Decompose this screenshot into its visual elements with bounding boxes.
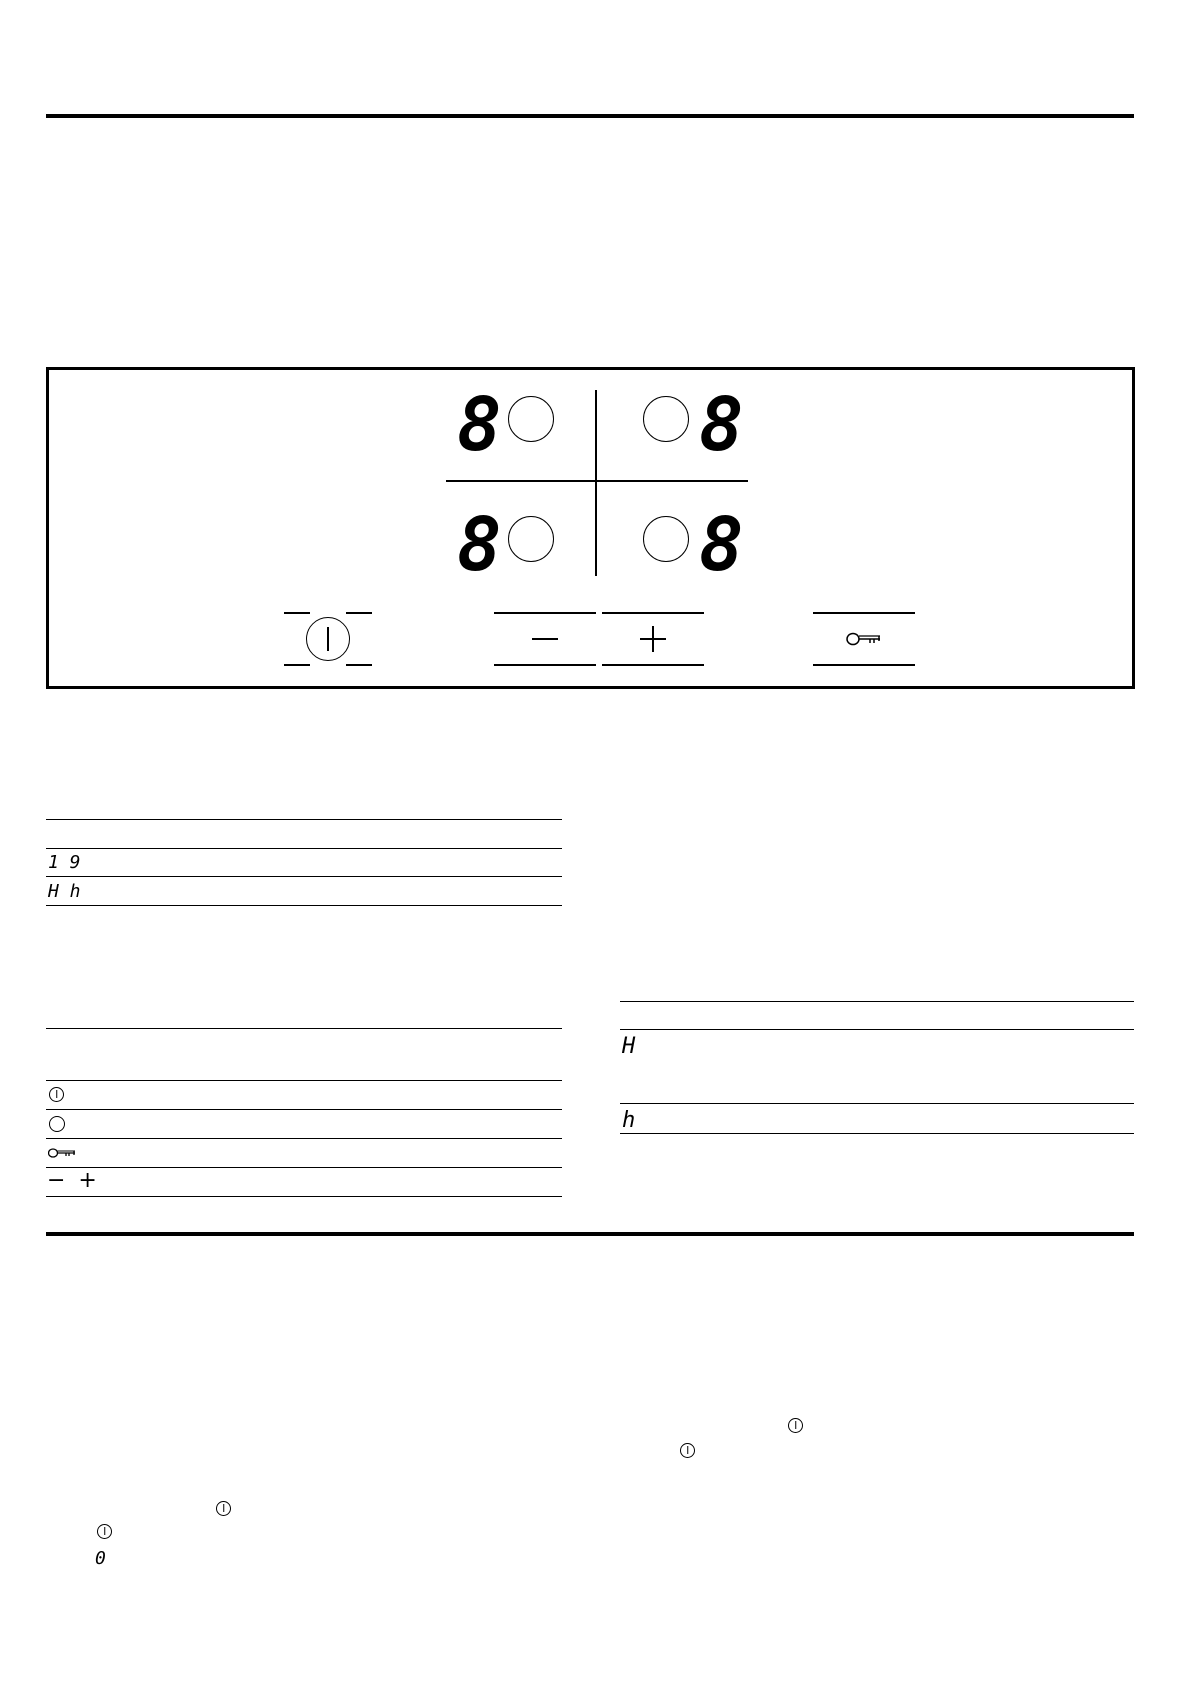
zone-select-bottom-right[interactable]	[643, 516, 689, 562]
power-icon-inline	[788, 1418, 803, 1433]
minus-button[interactable]	[494, 612, 596, 668]
power-icon	[49, 1087, 64, 1102]
main-power-button[interactable]	[279, 612, 393, 668]
zone-select-top-left[interactable]	[508, 396, 554, 442]
residual-heat-high-symbol: H	[622, 1034, 636, 1059]
zone-ring-icon	[49, 1116, 65, 1132]
power-icon-inline	[680, 1443, 695, 1458]
power-level-range-symbol: 1 9	[48, 852, 81, 873]
control-panel-diagram	[46, 367, 1135, 689]
residual-heat-symbols: H h	[48, 881, 81, 902]
zone-display-bottom-left: 8	[457, 502, 502, 588]
plus-button[interactable]	[602, 612, 704, 668]
power-icon-inline	[97, 1524, 112, 1539]
minus-icon	[532, 638, 558, 640]
zone-display-top-left: 8	[457, 382, 502, 468]
zone-divider-horizontal	[446, 480, 748, 482]
bottom-rule	[46, 1232, 1134, 1236]
power-icon	[306, 617, 350, 661]
zone-display-top-right: 8	[699, 382, 744, 468]
key-icon	[48, 1147, 76, 1159]
zone-select-top-right[interactable]	[643, 396, 689, 442]
zone-display-bottom-right: 8	[699, 502, 744, 588]
power-icon-inline	[216, 1501, 231, 1516]
zero-display-symbol: 0	[95, 1548, 106, 1569]
top-rule	[46, 114, 1134, 118]
zone-divider-vertical	[595, 390, 597, 576]
zone-select-bottom-left[interactable]	[508, 516, 554, 562]
residual-heat-low-symbol: h	[622, 1108, 636, 1133]
minus-plus-icon: − +	[47, 1168, 100, 1193]
child-lock-button[interactable]	[813, 612, 915, 668]
key-icon	[846, 631, 882, 647]
